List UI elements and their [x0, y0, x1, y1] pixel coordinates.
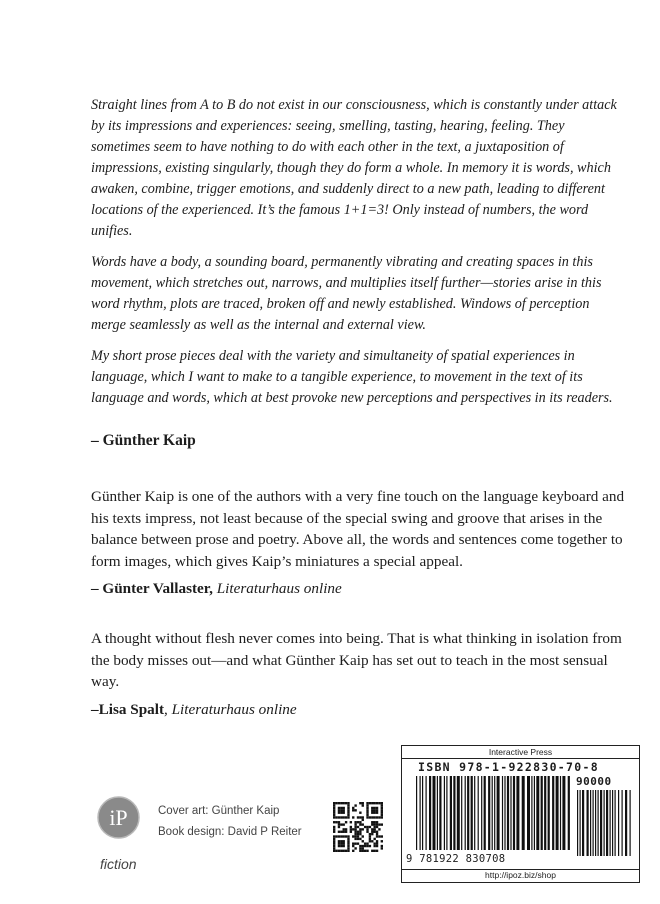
- review-text: A thought without flesh never comes into being. That is what thinking in isolation from the body misses out—and what Günther Kaip has set out to teach in the most sensual way.: [91, 630, 622, 690]
- statement-paragraph-2: Words have a body, a sounding board, permanently vibrating and creating spaces in this movement, which stretches out, narrows, and multiplies itself further—stories arise in this word rhythm, plots are traced, broken off and newly established. Windows of perception merge seamlessly as well as the internal and external view.: [91, 254, 602, 333]
- isbn-barcode: [401, 745, 640, 883]
- review-vallaster: [91, 486, 626, 600]
- genre-label: fiction: [100, 856, 137, 872]
- statement-paragraph-1: Straight lines from A to B do not exist in our consciousness, which is constantly under attack by its impressions and experiences: seeing, smelling, tasting, hearing, feeling. They sometimes seem to have nothing to do with each other in the text, a juxtaposition of impressions, existing singularly, though they do form a whole. In memory it is words, which awaken, combine, trigger emotions, and suddenly direct to a new path, leading to different locations of the experienced. It’s the famous 1+1=3! Only instead of numbers, the word unifies.: [91, 97, 617, 239]
- publisher-logo: [97, 796, 140, 839]
- author-signature: – Günther Kaip: [91, 432, 196, 449]
- price-addon: 90000: [576, 775, 612, 788]
- author-statement: [91, 95, 621, 419]
- review-source: – Günter Vallaster, Literaturhaus online: [91, 580, 342, 597]
- barcode-bars: [402, 746, 638, 866]
- statement-paragraph-3: My short prose pieces deal with the variety and simultaneity of spatial experiences in language, which I want to make to a tangible experience, to movement in the text of its language and words, which at best provoke new perceptions and perspectives in its readers.: [91, 348, 613, 406]
- barcode-publisher: Interactive Press: [488, 747, 553, 757]
- cover-art-credit: Cover art: Günther Kaip: [158, 805, 280, 817]
- book-design-credit: Book design: David P Reiter: [158, 826, 302, 838]
- review-source: –Lisa Spalt, Literaturhaus online: [91, 700, 297, 718]
- qr-code: [333, 800, 383, 855]
- credits: [158, 801, 302, 843]
- review-text: Günther Kaip is one of the authors with a very fine touch on the language keyboard and his texts impress, not least because of the special swing and groove that arises in the balance between prose and poetry. Above all, the words and sentences come together to form images, which gives Kaip’s miniatures a special appeal.: [91, 488, 625, 570]
- review-spalt: [91, 628, 626, 720]
- barcode-digits: 9 781922 830708: [406, 853, 506, 865]
- shop-url: http://ipoz.biz/shop: [485, 870, 556, 880]
- svg-text:iP: iP: [109, 805, 128, 830]
- isbn-number: ISBN 978-1-922830-70-8: [418, 760, 599, 774]
